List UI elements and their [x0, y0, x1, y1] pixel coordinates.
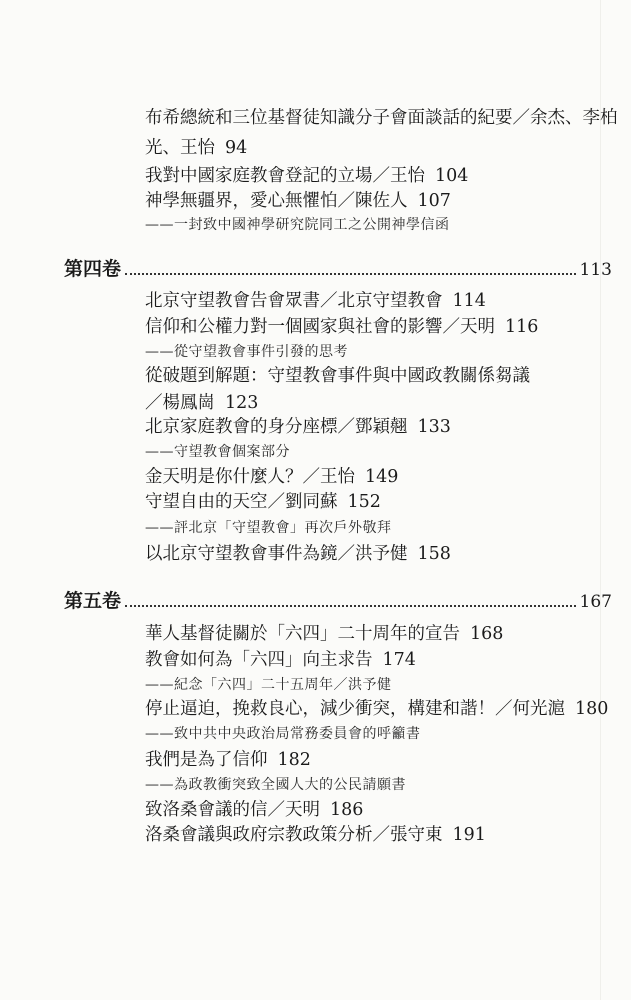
toc-subtitle: ——紀念「六四」二十五周年／洪予健 — [145, 677, 392, 693]
toc-entry: 從破題到解題：守望教會事件與中國政教關係芻議 — [145, 366, 530, 386]
toc-entry: 光、王怡 94 — [145, 138, 248, 158]
toc-subtitle: ——致中共中央政治局常務委員會的呼籲書 — [145, 726, 421, 742]
toc-subtitle: ——守望教會個案部分 — [145, 444, 290, 460]
toc-entry: 洛桑會議與政府宗教政策分析／張守東 191 — [145, 825, 486, 845]
volume-heading: 第五卷 167 — [64, 590, 612, 612]
toc-subtitle: ——從守望教會事件引發的思考 — [145, 344, 348, 360]
toc-entry: 信仰和公權力對一個國家與社會的影響／天明 116 — [145, 317, 539, 337]
toc-entry: ／楊鳳崗 123 — [145, 393, 259, 413]
page-edge-shadow — [600, 0, 601, 1000]
toc-entry: 停止逼迫，挽救良心，減少衝突，構建和諧！／何光滬 180 — [145, 699, 609, 719]
toc-entry: 北京守望教會告會眾書／北京守望教會 114 — [145, 291, 486, 311]
toc-entry: 華人基督徒關於「六四」二十周年的宣告 168 — [145, 624, 504, 644]
toc-entry: 北京家庭教會的身分座標／鄧穎翹 133 — [145, 417, 451, 437]
toc-subtitle: ——為政教衝突致全國人大的公民請願書 — [145, 777, 406, 793]
toc-entry: 我對中國家庭教會登記的立場／王怡 104 — [145, 166, 469, 186]
toc-subtitle: ——一封致中國神學研究院同工之公開神學信函 — [145, 217, 450, 233]
toc-subtitle: ——評北京「守望教會」再次戶外敬拜 — [145, 520, 392, 536]
toc-entry: 金天明是你什麼人？／王怡 149 — [145, 467, 399, 487]
volume-heading: 第四卷 113 — [64, 258, 612, 280]
toc-entry: 守望自由的天空／劉同蘇 152 — [145, 492, 381, 512]
toc-entry: 教會如何為「六四」向主求告 174 — [145, 650, 416, 670]
toc-entry: 致洛桑會議的信／天明 186 — [145, 800, 364, 820]
toc-entry: 布希總統和三位基督徒知識分子會面談話的紀要／余杰、李柏 — [145, 108, 618, 128]
toc-entry: 神學無疆界，愛心無懼怕／陳佐人 107 — [145, 191, 451, 211]
toc-entry: 我們是為了信仰 182 — [145, 750, 311, 770]
toc-entry: 以北京守望教會事件為鏡／洪予健 158 — [145, 544, 451, 564]
